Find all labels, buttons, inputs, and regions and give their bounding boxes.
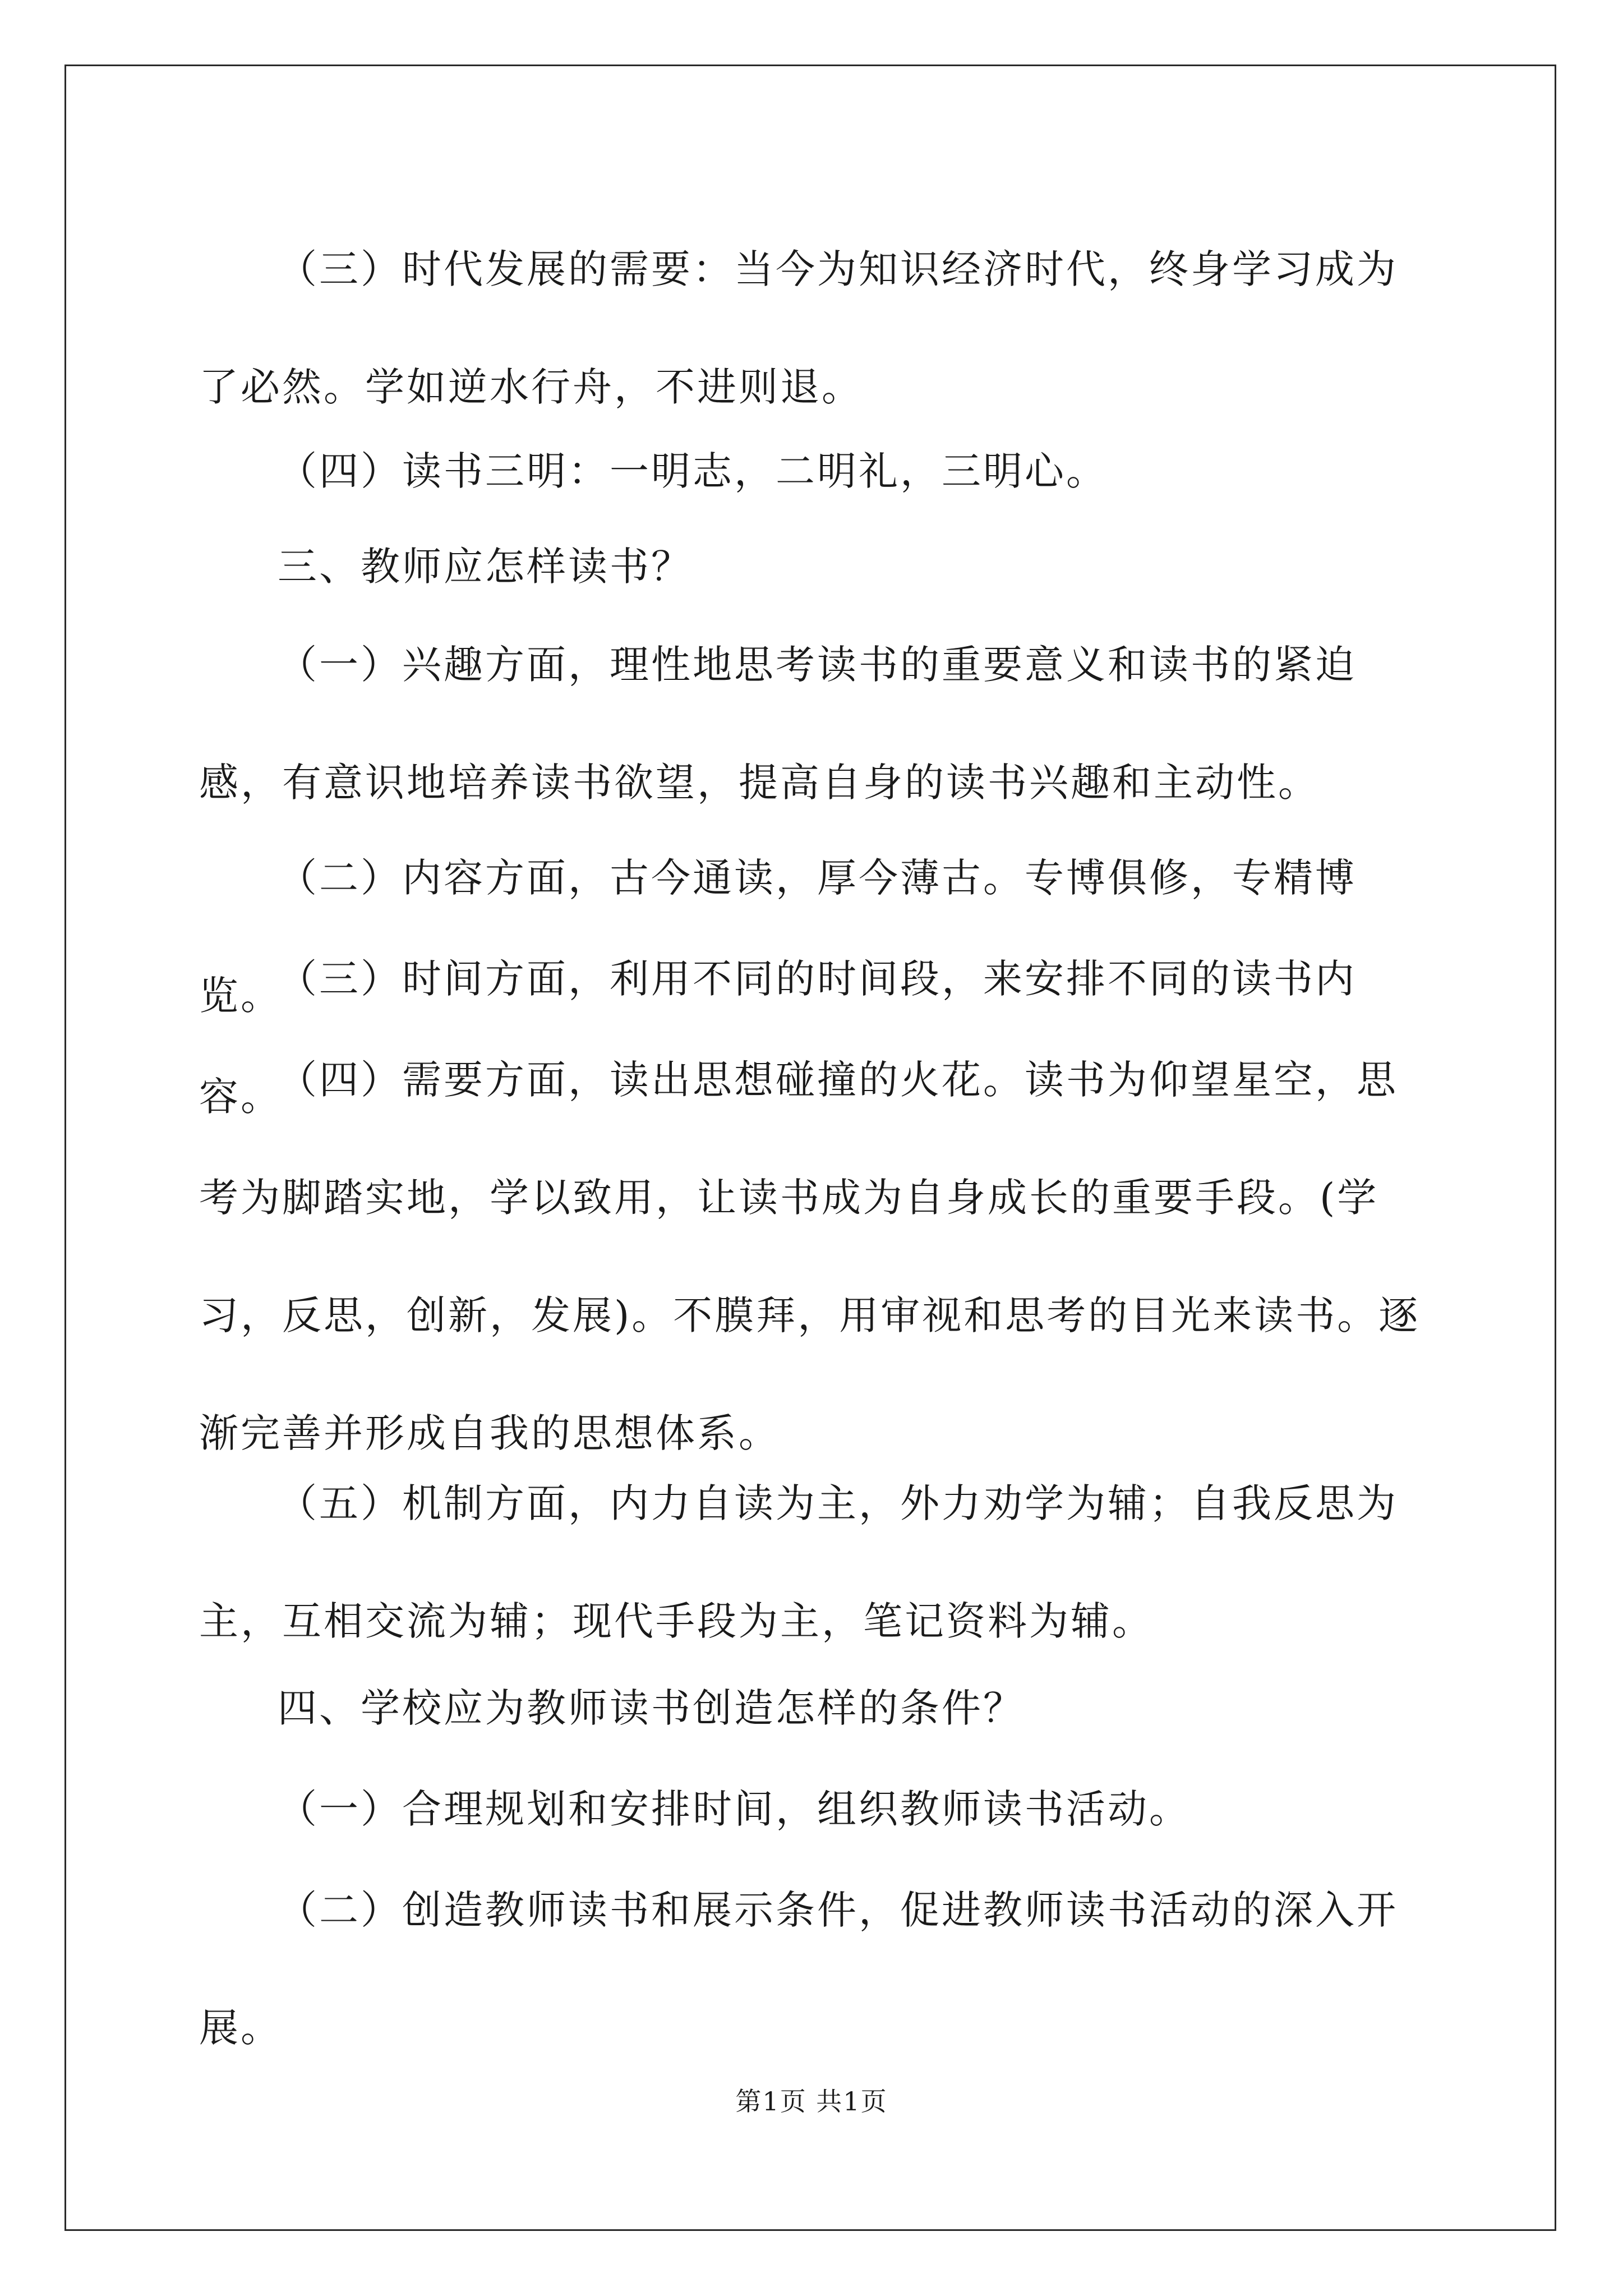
paragraph-era-needs: （三）时代发展的需要：当今为知识经济时代，终身学习成为了必然。学如逆水行舟，不进则退。 <box>199 246 1398 410</box>
paragraph-needs: （四）需要方面，读出思想碰撞的火花。读书为仰望星空，思考为脚踏实地，学以致用，让读书成为自身成长的重要手段。(学习，反思，创新，发展)。不膜拜，用审视和思考的目光来读书。逐渐完善并形成自我的思想体系。 <box>199 1057 1421 1456</box>
paragraph-mechanism: （五）机制方面，内力自读为主，外力劝学为辅；自我反思为主，互相交流为辅；现代手段为主，笔记资料为辅。 <box>199 1480 1398 1644</box>
heading-how-teachers-read: 三、教师应怎样读书？ <box>278 544 693 590</box>
paragraph-interest: （一）兴趣方面，理性地思考读书的重要意义和读书的紧迫感，有意识地培养读书欲望，提高自身的读书兴趣和主动性。 <box>199 642 1357 806</box>
paragraph-three-clarities: （四）读书三明：一明志，二明礼，三明心。 <box>278 448 1108 494</box>
heading-school-conditions: 四、学校应为教师读书创造怎样的条件？ <box>278 1685 1025 1731</box>
paragraph-plan-time: （一）合理规划和安排时间，组织教师读书活动。 <box>278 1786 1191 1832</box>
paragraph-create-conditions: （二）创造教师读书和展示条件，促进教师读书活动的深入开展。 <box>199 1887 1398 2051</box>
page-number-footer: 第1页 共1页 <box>735 2086 888 2116</box>
paragraph-time: （三）时间方面，利用不同的时间段，来安排不同的读书内容。 <box>199 956 1357 1120</box>
paragraph-content: （二）内容方面，古今通读，厚今薄古。专博俱修，专精博览。 <box>199 855 1357 1019</box>
